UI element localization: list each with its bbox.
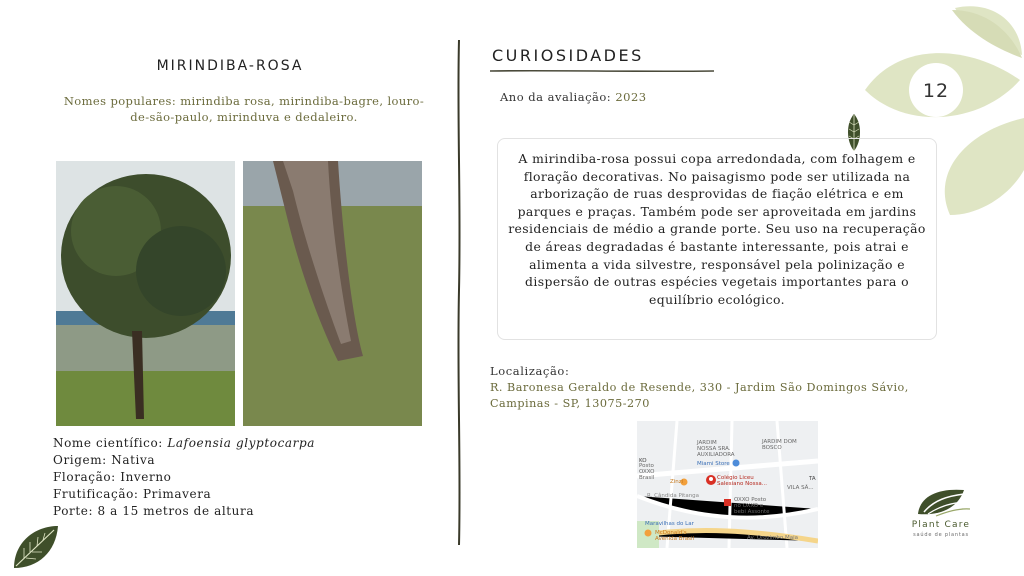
- curiosities-title: CURIOSIDADES: [492, 46, 644, 65]
- page-number: 12: [922, 80, 950, 102]
- tree-photo: [56, 161, 235, 426]
- map-label-zinzi: Zinzi: [670, 479, 684, 485]
- evaluation-year: [500, 90, 647, 104]
- map-label-ko: KO: [639, 458, 647, 464]
- vertical-divider: [456, 40, 462, 545]
- trunk-photo: [243, 161, 422, 426]
- scientific-name-label: Nome científico:: [53, 436, 168, 450]
- map-label-miami: Miami Store: [697, 461, 730, 467]
- map-label-vila: VILA SÃ...: [787, 485, 814, 491]
- title-underline: [490, 68, 714, 74]
- location-map[interactable]: [637, 421, 818, 548]
- location-label: Localização:: [490, 364, 570, 378]
- species-facts: [53, 435, 433, 520]
- plant-care-logo-icon: [914, 486, 970, 518]
- map-label-estrada: R. Cândida Pitanga: [647, 493, 700, 499]
- origin-row: Origem: Nativa: [53, 453, 156, 467]
- map-label-oxxo: OXXO Posto no OXXO e bebi Assonte: [734, 497, 770, 515]
- map-label-oxxo-top: Posto OXXO Brasil: [639, 463, 655, 481]
- eval-year-label: Ano da avaliação:: [500, 90, 616, 104]
- map-label-dom-bosco: JARDIM DOM BOSCO: [762, 439, 797, 451]
- flowering-row: Floração: Inverno: [53, 470, 172, 484]
- map-label-mcdonalds: McDonald's Avenida Brasil: [655, 530, 695, 542]
- map-label-ta: TA: [809, 476, 816, 482]
- popular-names: Nomes populares: mirindiba rosa, mirindiba-bagre, louro-de-são-paulo, mirinduva e dedaleiro.: [63, 94, 425, 124]
- description-text: A mirindiba-rosa possui copa arredondada, com folhagem e floração decorativas. No paisagismo pode ser utilizada na arborização de ruas desprovidas de fiação elétrica e em parques e praças. Também pode ser aproveitada em jardins residenciais de médio a grande porte. Seu uso na recuperação de áreas degradadas é bastante interessante, pois atrai e alimenta a vida silvestre, responsável pela polinização e dispersão de outras espécies vegetais importantes para o equilíbrio ecológico.: [508, 151, 926, 307]
- fruiting-row: Frutificação: Primavera: [53, 487, 212, 501]
- map-label-colegio: Colégio Liceu Salesiano Nossa...: [717, 475, 767, 487]
- map-label-nossa: JARDIM NOSSA SRA. AUXILIADORA: [697, 440, 735, 458]
- species-title: MIRINDIBA-ROSA: [156, 58, 304, 74]
- scientific-name-value: Lafoensia glyptocarpa: [167, 436, 316, 450]
- map-label-road: Av. Orozimbo Maia: [747, 535, 798, 541]
- description-box: [497, 138, 937, 340]
- location-address: R. Baronesa Geraldo de Resende, 330 - Jardim São Domingos Sávio, Campinas - SP, 13075-270: [490, 381, 909, 410]
- size-row: Porte: 8 a 15 metros de altura: [53, 504, 255, 518]
- map-label-maravilhas: Maravilhas do Lar: [645, 521, 694, 527]
- leaf-icon-bottom-left: [10, 522, 60, 572]
- brand-tagline: saúde de plantas: [913, 532, 969, 538]
- eval-year-value: 2023: [615, 90, 647, 104]
- brand-name: Plant Care: [911, 520, 971, 530]
- scientific-name-row: [53, 435, 433, 452]
